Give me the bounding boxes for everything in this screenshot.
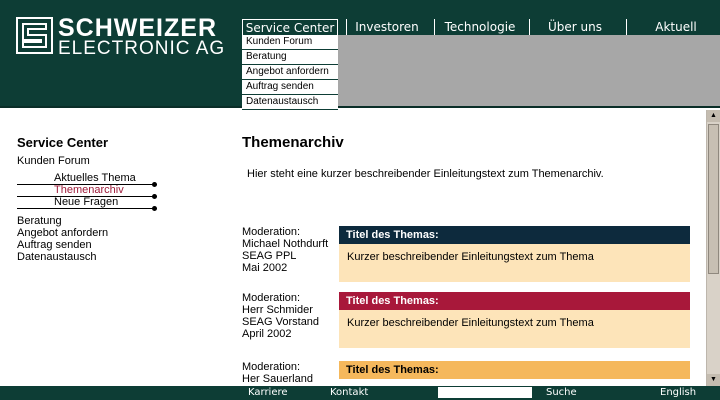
topnav-technologie[interactable]: Technologie <box>444 20 516 34</box>
top-navigation <box>242 19 720 35</box>
footer-link-kontakt[interactable]: Kontakt <box>330 387 369 398</box>
moderator-role: SEAG PPL <box>242 250 297 262</box>
sidebar-item-datenaustausch[interactable]: Datenaustausch <box>17 251 97 263</box>
sidebar-sublist <box>17 173 167 209</box>
search-input[interactable] <box>438 387 532 398</box>
vertical-scrollbar[interactable] <box>706 110 720 386</box>
intro-text: Hier steht eine kurzer beschreibender Einleitungstext zum Themenarchiv. <box>247 168 604 180</box>
moderation-label: Moderation: <box>242 226 301 238</box>
header-gray-band <box>338 35 720 106</box>
subitem-label: Neue Fragen <box>54 196 119 208</box>
moderation-label: Moderation: <box>242 361 301 373</box>
dropdown-item-auftrag-senden[interactable]: Auftrag senden <box>242 80 338 95</box>
dropdown-item-datenaustausch[interactable]: Datenaustausch <box>242 95 338 110</box>
moderation-label: Moderation: <box>242 292 301 304</box>
sidebar-item-auftrag-senden[interactable]: Auftrag senden <box>17 239 92 251</box>
dropdown-item-beratung[interactable]: Beratung <box>242 50 338 65</box>
topnav-aktuell[interactable]: Aktuell <box>655 20 697 34</box>
service-center-dropdown <box>242 35 338 110</box>
language-link-english[interactable]: English <box>660 387 697 398</box>
topic-title[interactable]: Titel des Themas: <box>339 292 690 310</box>
topnav-service-center[interactable]: Service Center <box>242 19 338 35</box>
footer-bar <box>0 386 720 400</box>
topic-title[interactable]: Titel des Themas: <box>339 226 690 244</box>
sidebar <box>17 135 167 263</box>
header-divider <box>0 106 720 108</box>
subitem-label: Aktuelles Thema <box>54 172 136 184</box>
dropdown-item-kunden-forum[interactable]: Kunden Forum <box>242 35 338 50</box>
topnav-separator <box>626 19 627 35</box>
brand-name-line1: SCHWEIZER <box>58 14 217 42</box>
bullet-icon <box>152 206 157 211</box>
arrow-down-icon[interactable]: ▼ <box>707 374 720 386</box>
topic-description: Kurzer beschreibender Einleitungstext zum Thema <box>339 244 690 282</box>
subitem-label: Themenarchiv <box>54 184 124 196</box>
topic-card[interactable] <box>339 361 690 379</box>
company-logo[interactable] <box>16 14 226 59</box>
sidebar-subitem-neue-fragen[interactable] <box>17 197 157 209</box>
moderation-info <box>242 292 334 340</box>
page-title: Themenarchiv <box>242 134 344 151</box>
topnav-ueber-uns[interactable]: Über uns <box>548 20 602 34</box>
topic-description: Kurzer beschreibender Einleitungstext zum Thema <box>339 310 690 348</box>
topic-date: Mai 2002 <box>242 262 288 274</box>
moderator-name: Herr Schmider <box>242 304 313 316</box>
brand-name-line2: ELECTRONIC AG <box>58 38 226 59</box>
sidebar-item-kunden-forum[interactable]: Kunden Forum <box>17 155 90 167</box>
moderator-name: Michael Nothdurft <box>242 238 329 250</box>
moderator-name: Her Sauerland <box>242 373 313 385</box>
topic-date: April 2002 <box>242 328 292 340</box>
topic-title[interactable]: Titel des Themas: <box>339 361 690 379</box>
topic-card[interactable] <box>339 226 690 282</box>
sidebar-item-angebot-anfordern[interactable]: Angebot anfordern <box>17 227 109 239</box>
topnav-investoren[interactable]: Investoren <box>355 20 419 34</box>
moderation-info <box>242 226 334 274</box>
topic-card[interactable] <box>339 292 690 348</box>
arrow-up-icon[interactable]: ▲ <box>707 110 720 122</box>
dropdown-item-angebot-anfordern[interactable]: Angebot anfordern <box>242 65 338 80</box>
scrollbar-thumb[interactable] <box>708 124 719 274</box>
sidebar-item-beratung[interactable]: Beratung <box>17 215 62 227</box>
footer-link-karriere[interactable]: Karriere <box>248 387 288 398</box>
moderator-role: SEAG Vorstand <box>242 316 320 328</box>
logo-icon <box>16 17 53 54</box>
search-button[interactable]: Suche <box>546 387 577 398</box>
moderation-info <box>242 361 334 385</box>
sidebar-title: Service Center <box>17 135 109 150</box>
